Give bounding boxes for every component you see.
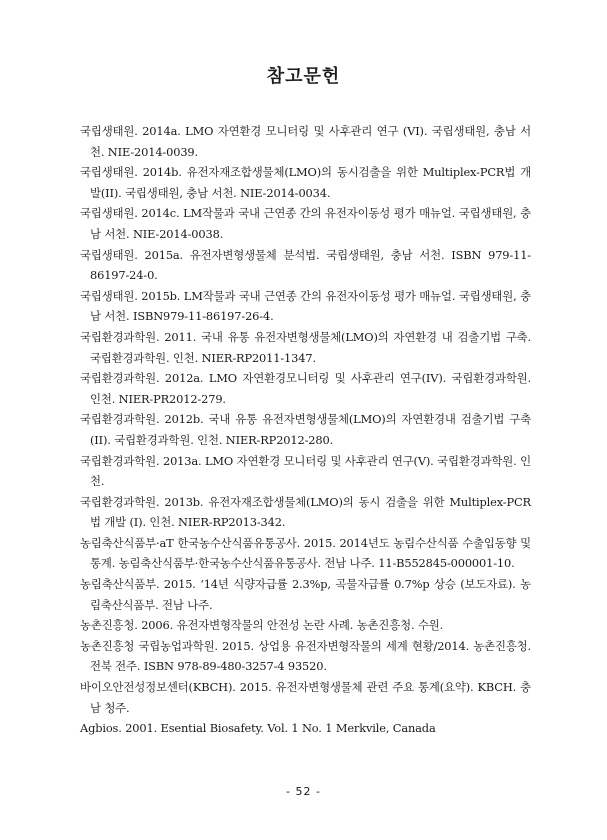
reference-entry: Agbios. 2001. Esential Biosafety. Vol. 1 No. 1 Merkvile, Canada xyxy=(80,721,436,736)
reference-entry: 농촌진흥청. 2006. 유전자변형작물의 안전성 논란 사례. 농촌진흥청. 수원. xyxy=(80,618,444,633)
reference-entry: 농림축산식품부·aT 한국농수산식품유통공사. 2015. 2014년도 농림수산식품 수출입동향 및 통계. 농림축산식품부·한국농수산식품유통공사. 전남 나주. 11-B552845-000001-10. xyxy=(80,535,531,571)
reference-entry: 국립생태원. 2014c. LM작물과 국내 근연종 간의 유전자이동성 평가 매뉴얼. 국립생태원, 충남 서천. NIE-2014-0038. xyxy=(80,206,531,241)
reference-entry: 국립환경과학원. 2013a. LMO 자연환경 모니터링 및 사후관리 연구(V). 국립환경과학원. 인천. xyxy=(80,453,531,489)
reference-entry: 국립환경과학원. 2011. 국내 유통 유전자변형생물체(LMO)의 자연환경 내 검출기법 구축. 국립환경과학원. 인천. NIER-RP2011-1347. xyxy=(80,329,531,365)
reference-entry: 국립생태원. 2015b. LM작물과 국내 근연종 간의 유전자이동성 평가 매뉴얼. 국립생태원, 충남 서천. ISBN979-11-86197-26-4. xyxy=(80,288,531,324)
reference-entry: 농림축산식품부. 2015. ‘14년 식량자급률 2.3%p, 곡물자급률 0.7%p 상승 (보도자료). 농림축산식품부. 전남 나주. xyxy=(80,577,531,612)
reference-list xyxy=(80,121,531,739)
reference-entry: 농촌진흥청 국립농업과학원. 2015. 상업용 유전자변형작물의 세계 현황/2014. 농촌진흥청. 전북 전주. ISBN 978-89-480-3257-4 93520. xyxy=(80,638,531,674)
reference-entry: 국립생태원. 2015a. 유전자변형생물체 분석법. 국립생태원, 충남 서천. ISBN 979-11-86197-24-0. xyxy=(80,247,531,283)
page-number: - 52 - xyxy=(286,785,321,798)
reference-entry: 국립환경과학원. 2013b. 유전자재조합생물체(LMO)의 동시 검출을 위한 Multiplex-PCR법 개발 (I). 인천. NIER-RP2013-342. xyxy=(80,494,531,530)
reference-entry: 국립환경과학원. 2012a. LMO 자연환경모니터링 및 사후관리 연구(IV). 국립환경과학원. 인천. NIER-PR2012-279. xyxy=(80,371,531,406)
page-title: 참고문헌 xyxy=(266,66,341,87)
reference-entry: 바이오안전성정보센터(KBCH). 2015. 유전자변형생물체 관련 주요 통계(요약). KBCH. 충남 청주. xyxy=(80,680,531,715)
reference-entry: 국립생태원. 2014b. 유전자재조합생물체(LMO)의 동시검출을 위한 Multiplex-PCR법 개발(II). 국립생태원, 충남 서천. NIE-2014-0034. xyxy=(80,165,531,200)
reference-entry: 국립환경과학원. 2012b. 국내 유통 유전자변형생물체(LMO)의 자연환경내 검출기법 구축(II). 국립환경과학원. 인천. NIER-RP2012-280. xyxy=(80,412,531,447)
reference-entry: 국립생태원. 2014a. LMO 자연환경 모니터링 및 사후관리 연구 (VI). 국립생태원, 충남 서천. NIE-2014-0039. xyxy=(80,124,531,159)
